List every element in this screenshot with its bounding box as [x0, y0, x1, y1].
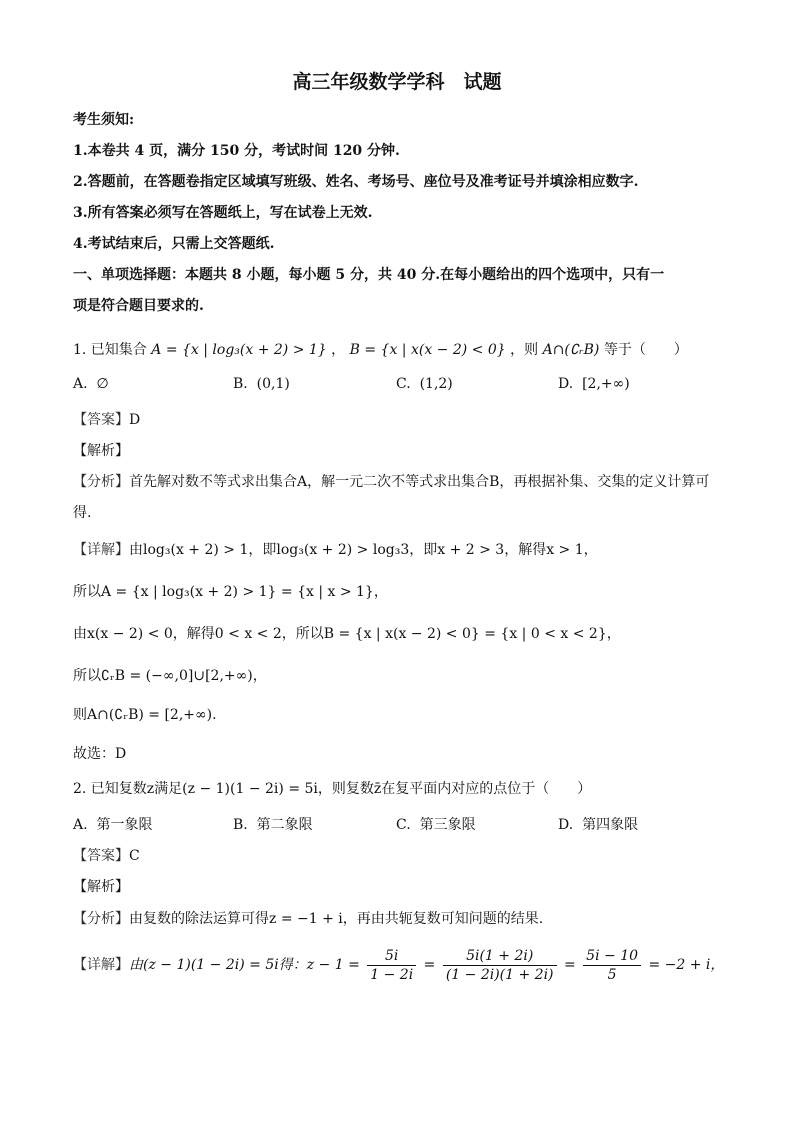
q1-set-a: A = {x | log₃(x + 2) > 1}	[151, 342, 327, 358]
q1-suffix: 等于（ ）	[603, 342, 688, 358]
q1-expr: A∩(∁ᵣB)	[542, 342, 600, 358]
q2-fraction-3: $\frac{5i - 10}{5}$	[583, 947, 641, 984]
q1-fenxi-line2: 得.	[73, 505, 92, 521]
q1-set-b: B = {x | x(x − 2) < 0}	[349, 342, 506, 358]
q1-mid: ，则	[510, 342, 539, 358]
q1-detail-1: 【详解】由log₃(x + 2) > 1，即log₃(x + 2) > log₃3，即x + 2 > 3，解得x > 1，	[73, 542, 598, 558]
q1-detail-3: 由x(x − 2) < 0，解得0 < x < 2，所以B = {x | x(x − 2) < 0} = {x | 0 < x < 2}，	[73, 626, 621, 642]
section-heading-line1: 一、单项选择题：本题共 8 小题，每小题 5 分，共 40 分.在每小题给出的四个选项中，只有一	[73, 267, 665, 283]
q2-fraction-1: $\frac{5i}{1 - 2i}$	[367, 947, 416, 984]
q1-option-d: D. [2,+∞)	[558, 376, 630, 392]
q2-fraction-2: $\frac{5i(1 + 2i)}{(1 - 2i)(1 + 2i)}$	[443, 947, 557, 984]
q1-option-c: C. (1,2)	[396, 376, 453, 392]
q2-detail: 【详解】由(z − 1)(1 − 2i) = 5i得：z − 1 = $\frac{5i}{1 - 2i}$ = $\frac{5i(1 + 2i)}{(1 - 2i)(1 + 2i)}$ = $\frac{5i - 10}{5}$ = −2 + i，	[73, 947, 725, 983]
q1-detail-4: 所以∁ᵣB = (−∞,0]∪[2,+∞)，	[73, 668, 267, 684]
section-heading-line2: 项是符合题目要求的.	[73, 298, 204, 314]
q1-choice: 故选：D	[73, 746, 127, 762]
q1-detail-5: 则A∩(∁ᵣB) = [2,+∞).	[73, 707, 217, 723]
q2-stem: 2. 已知复数z满足(z − 1)(1 − 2i) = 5i，则复数z̄在复平面内对应的点位于（ ）	[73, 781, 592, 797]
q1-option-a: A. ∅	[73, 376, 109, 392]
page-title: 高三年级数学学科 试题	[292, 71, 502, 93]
notice-heading: 考生须知:	[73, 112, 135, 128]
notice-item-2: 2.答题前，在答题卷指定区域填写班级、姓名、考场号、座位号及准考证号并填涂相应数字.	[73, 174, 639, 190]
q2-option-d: D. 第四象限	[558, 817, 639, 833]
q2-option-a: A. 第一象限	[73, 817, 153, 833]
q1-analysis-tag: 【解析】	[73, 443, 129, 459]
notice-item-4: 4.考试结束后，只需上交答题纸.	[73, 236, 275, 252]
notice-item-3: 3.所有答案必须写在答题纸上，写在试卷上无效.	[73, 205, 373, 221]
q1-fenxi-line1: 【分析】首先解对数不等式求出集合A，解一元二次不等式求出集合B，再根据补集、交集的定义计算可	[73, 474, 710, 490]
q1-answer: 【答案】D	[73, 412, 141, 428]
q2-analysis-tag: 【解析】	[73, 879, 129, 895]
q2-option-b: B. 第二象限	[233, 817, 313, 833]
q2-answer: 【答案】C	[73, 848, 140, 864]
q2-option-c: C. 第三象限	[396, 817, 476, 833]
notice-item-1: 1.本卷共 4 页，满分 150 分，考试时间 120 分钟.	[73, 143, 400, 159]
q1-comma: ，	[331, 342, 346, 358]
q1-detail-2: 所以A = {x | log₃(x + 2) > 1} = {x | x > 1}，	[73, 584, 388, 600]
q1-prefix: 1. 已知集合	[73, 342, 147, 358]
q2-fenxi: 【分析】由复数的除法运算可得z = −1 + i，再由共轭复数可知问题的结果.	[73, 911, 544, 927]
q1-option-b: B. (0,1)	[233, 376, 290, 392]
q1-stem	[73, 340, 688, 360]
